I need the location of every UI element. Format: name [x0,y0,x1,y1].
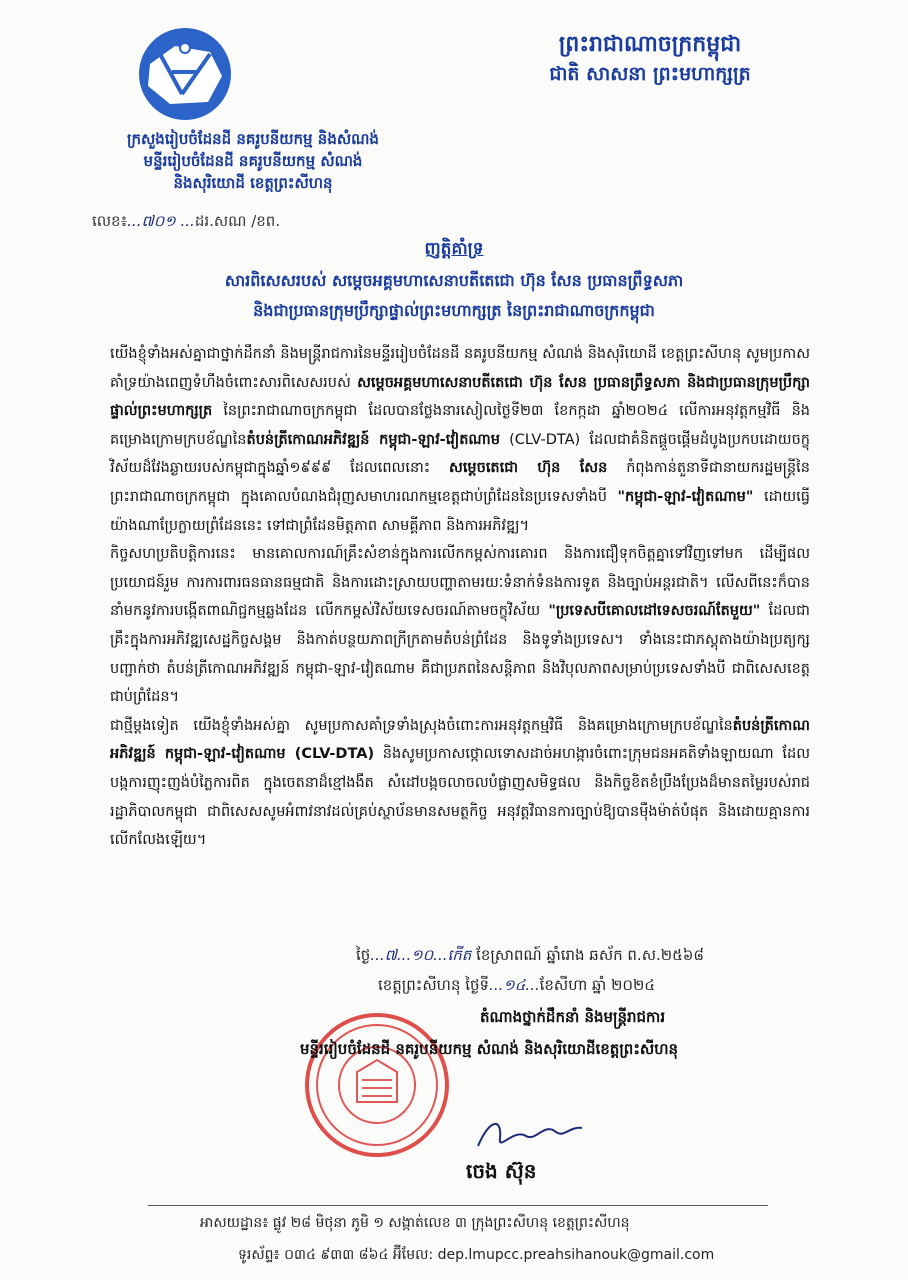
kingdom-motto [500,30,800,88]
lunar-handwritten: ...៧...១០...កើត [370,946,472,964]
p1-text-5: ដោយធ្វើយ៉ាងណាប្រែក្លាយព្រំដែននេះ ទៅជាព្រំដែនមិត្តភាព សាមគ្គីភាព និងការអភិវឌ្ឍ។ [110,488,810,534]
subject-line-1: សារពិសេសរបស់ សម្តេចអគ្គមហាសេនាបតីតេជោ ហ៊ុន សែន ប្រធានព្រឹទ្ធសភា [224,271,684,290]
p3-text-2: និងសូមប្រកាសថ្កោលទោសដាច់អហង្ការចំពោះក្រុមជនអគតិទាំងឡាយណា ដែលបង្កការញុះញង់បំភ្លៃការពិត ក្នុងចេតនាដ៏ខ្មៅងងឹត សំដៅបង្កចលាចលបំផ្លាញសមិទ្ធផល និងកិច្ចខិតខំប្រឹងប្រែងដ៏មានតម្លៃរបស់រាជរដ្ឋាភិបាលកម្ពុជា ជាពិសេសសូមអំពាវនាវដល់គ្រប់ស្ថាប័នមានសមត្ថកិច្ច អនុវត្តវិធានការច្បាប់ឱ្យបានម៉ឺងម៉ាត់បំផុត និងដោយគ្មានការលើកលែងឡើយ។ [110,746,811,849]
nation-religion-king-line: ជាតិ សាសនា ព្រះមហាក្សត្រ [549,63,751,85]
department-line-2: និងសុរិយោដី ខេត្តព្រះសីហនុ [173,174,333,192]
solar-suffix: ខែសីហា ឆ្នាំ ២០២៤ [539,976,656,994]
department-line: មន្ទីររៀបចំដែនដី នគរូបនីយកម្ម សំណង់ [143,152,363,170]
solar-prefix: ខេត្តព្រះសីហនុ ថ្ងៃទី [378,976,490,994]
p1-text: យើងខ្ញុំទាំងអស់គ្នាជាថ្នាក់ដឹកនាំ និងមន្ត្រីរាជការនៃមន្ទីររៀបចំដែនដី នគរូបនីយកម្ម សំណង់ និងសុរិយោដី ខេត្តព្រះសីហនុ សូមប្រកាសគាំទ្រយ៉ាងពេញទំហឹងចំពោះសារពិសេសរបស់ [110,346,810,391]
p1-text-4: កំពុងកាន់តួនាទីជានាយករដ្ឋមន្ត្រីនៃព្រះរាជាណាចក្រកម្ពុជា ក្នុងគោលបំណងជំរុញសមាហរណកម្មខេត្តជាប់ព្រំដែននៃប្រទេសទាំងបី [110,460,810,505]
official-seal [302,1010,452,1160]
signatory-department: មន្ទីររៀបចំដែនដី នគរូបនីយកម្ម សំណង់ និងសុរិយោដីខេត្តព្រះសីហនុ [300,1040,678,1058]
p2-bold-slogan: "ប្រទេសបីគោលដៅទេសចរណ៍តែមួយ" [548,603,761,620]
ref-suffix: ដរ.សណ /ខព. [194,212,281,230]
handwritten-signature [470,1108,590,1158]
subject-line-2: និងជាប្រធានក្រុមប្រឹក្សាផ្ទាល់ព្រះមហាក្សត្រ នៃព្រះរាជាណាចក្រកម្ពុជា [253,301,655,320]
ministry-line: ក្រសួងរៀបចំដែនដី នគរូបនីយកម្ម និងសំណង់ [127,130,379,148]
p1-text-2: នៃព្រះរាជាណាចក្រកម្ពុជា ដែលបានថ្លែងនារសៀលថ្ងៃទី២៣ ខែកក្កដា ឆ្នាំ២០២៤ លើការអនុវត្តកម្មវិធី និងគម្រោងក្រោមក្របខ័ណ្ឌនៃ [110,403,810,448]
p3-bold-dta: តំបន់ត្រីកោណអភិវឌ្ឍន៍ កម្ពុជា-ឡាវ-វៀតណាម (CLV-DTA) [110,717,810,763]
p3-text: ជាថ្មីម្តងទៀត យើងខ្ញុំទាំងអស់គ្នា សូមប្រកាសគាំទ្រទាំងស្រុងចំពោះការអនុវត្តកម្មវិធី និងគម្រោងក្រោមក្របខ័ណ្ឌនៃ [110,717,733,734]
ref-label: លេខ៖ [92,212,128,230]
ref-number: ...៧០១ ... [127,212,195,230]
kingdom-line: ព្រះរាជាណាចក្រកម្ពុជា [558,32,742,57]
solar-date [378,976,655,998]
reference-number [92,212,280,234]
solar-handwritten: ...១៤... [489,976,540,994]
footer-divider [148,1205,768,1206]
p1-text-3: (CLV-DTA) ដែលជាគំនិតផ្តួចផ្តើមដំបូងប្រកបដោយចក្ខុវិស័យដ៏វែងឆ្ងាយរបស់កម្ពុជាក្នុងឆ្នាំ១៩៩៩ ដែលពេលនោះ [110,431,810,477]
ministry-heading [88,128,418,194]
lunar-suffix: ខែស្រាពណ៍ ឆ្នាំរោង ឆស័ក ព.ស.២៥៦៨ [471,946,704,964]
lunar-prefix: ថ្ងៃ [356,946,371,964]
p1-bold-dta: តំបន់ត្រីកោណអភិវឌ្ឍន៍ កម្ពុជា-ឡាវ-វៀតណាម [246,431,500,448]
paragraph-1 [110,340,810,540]
footer-address: អាសយដ្ឋាន៖ ផ្លូវ ២៨ មិថុនា ភូមិ ១ សង្កាត់លេខ ៣ ក្រុងព្រះសីហនុ ខេត្តព្រះសីហនុ [200,1215,630,1231]
p1-bold-countries: "កម្ពុជា-ឡាវ-វៀតណាម" [617,488,754,505]
signatory-title: តំណាងថ្នាក់ដឹកនាំ និងមន្ត្រីរាជការ [480,1008,666,1026]
document-body [110,340,810,855]
document-title: ញត្តិគាំទ្រ [424,239,484,259]
p1-bold-name: សម្តេចអគ្គមហាសេនាបតីតេជោ ហ៊ុន សែន ប្រធានព្រឹទ្ធសភា និងជាប្រធានក្រុមប្រឹក្សាផ្ទាល់ព្រះមហាក្សត្រ [110,374,810,420]
ministry-logo [120,24,250,124]
p1-bold-techo: សម្តេចតេជោ ហ៊ុន សែន [449,460,608,477]
lunar-date [356,946,704,968]
p2-text: កិច្ចសហប្រតិបត្តិការនេះ មានគោលការណ៍គ្រឹះសំខាន់ក្នុងការលើកកម្ពស់ការគោរព និងការជឿទុកចិត្តគ្នាទៅវិញទៅមក ដើម្បីផលប្រយោជន៍រួម ការការពារធនធានធម្មជាតិ និងការដោះស្រាយបញ្ហាតាមរយៈទំនាក់ទំនងការទូត និងច្បាប់អន្តរជាតិ។ លើសពីនេះក៏បាននាំមកនូវការបង្កើតពាណិជ្ជកម្មឆ្លងដែន លើកកម្ពស់វិស័យទេសចរណ៍តាមចក្ខុវិស័យ [110,546,810,620]
paragraph-2 [110,540,810,712]
footer-contact: ទូរស័ព្ទ៖ ០៣៤ ៩៣៣ ៨៦៤ អ៊ីមែល: dep.lmupcc.preahsihanouk@gmail.com [238,1247,715,1263]
paragraph-3 [110,712,810,855]
p2-text-2: ដែលជាគ្រឹះក្នុងការអភិវឌ្ឍសេដ្ឋកិច្ចសង្គម និងកាត់បន្ថយភាពក្រីក្រតាមតំបន់ព្រំដែន និងទូទាំងប្រទេស។ ទាំងនេះជាភស្តុតាងយ៉ាងប្រត្យក្សបញ្ជាក់ថា តំបន់ត្រីកោណអភិវឌ្ឍន៍ កម្ពុជា-ឡាវ-វៀតណាម គឺជាប្រភពនៃសន្តិភាព និងវិបុលភាពសម្រាប់ប្រទេសទាំងបី ជាពិសេសខេត្តជាប់ព្រំដែន។ [110,603,810,706]
signatory-name: ចេង ស៊ុន [466,1159,537,1183]
